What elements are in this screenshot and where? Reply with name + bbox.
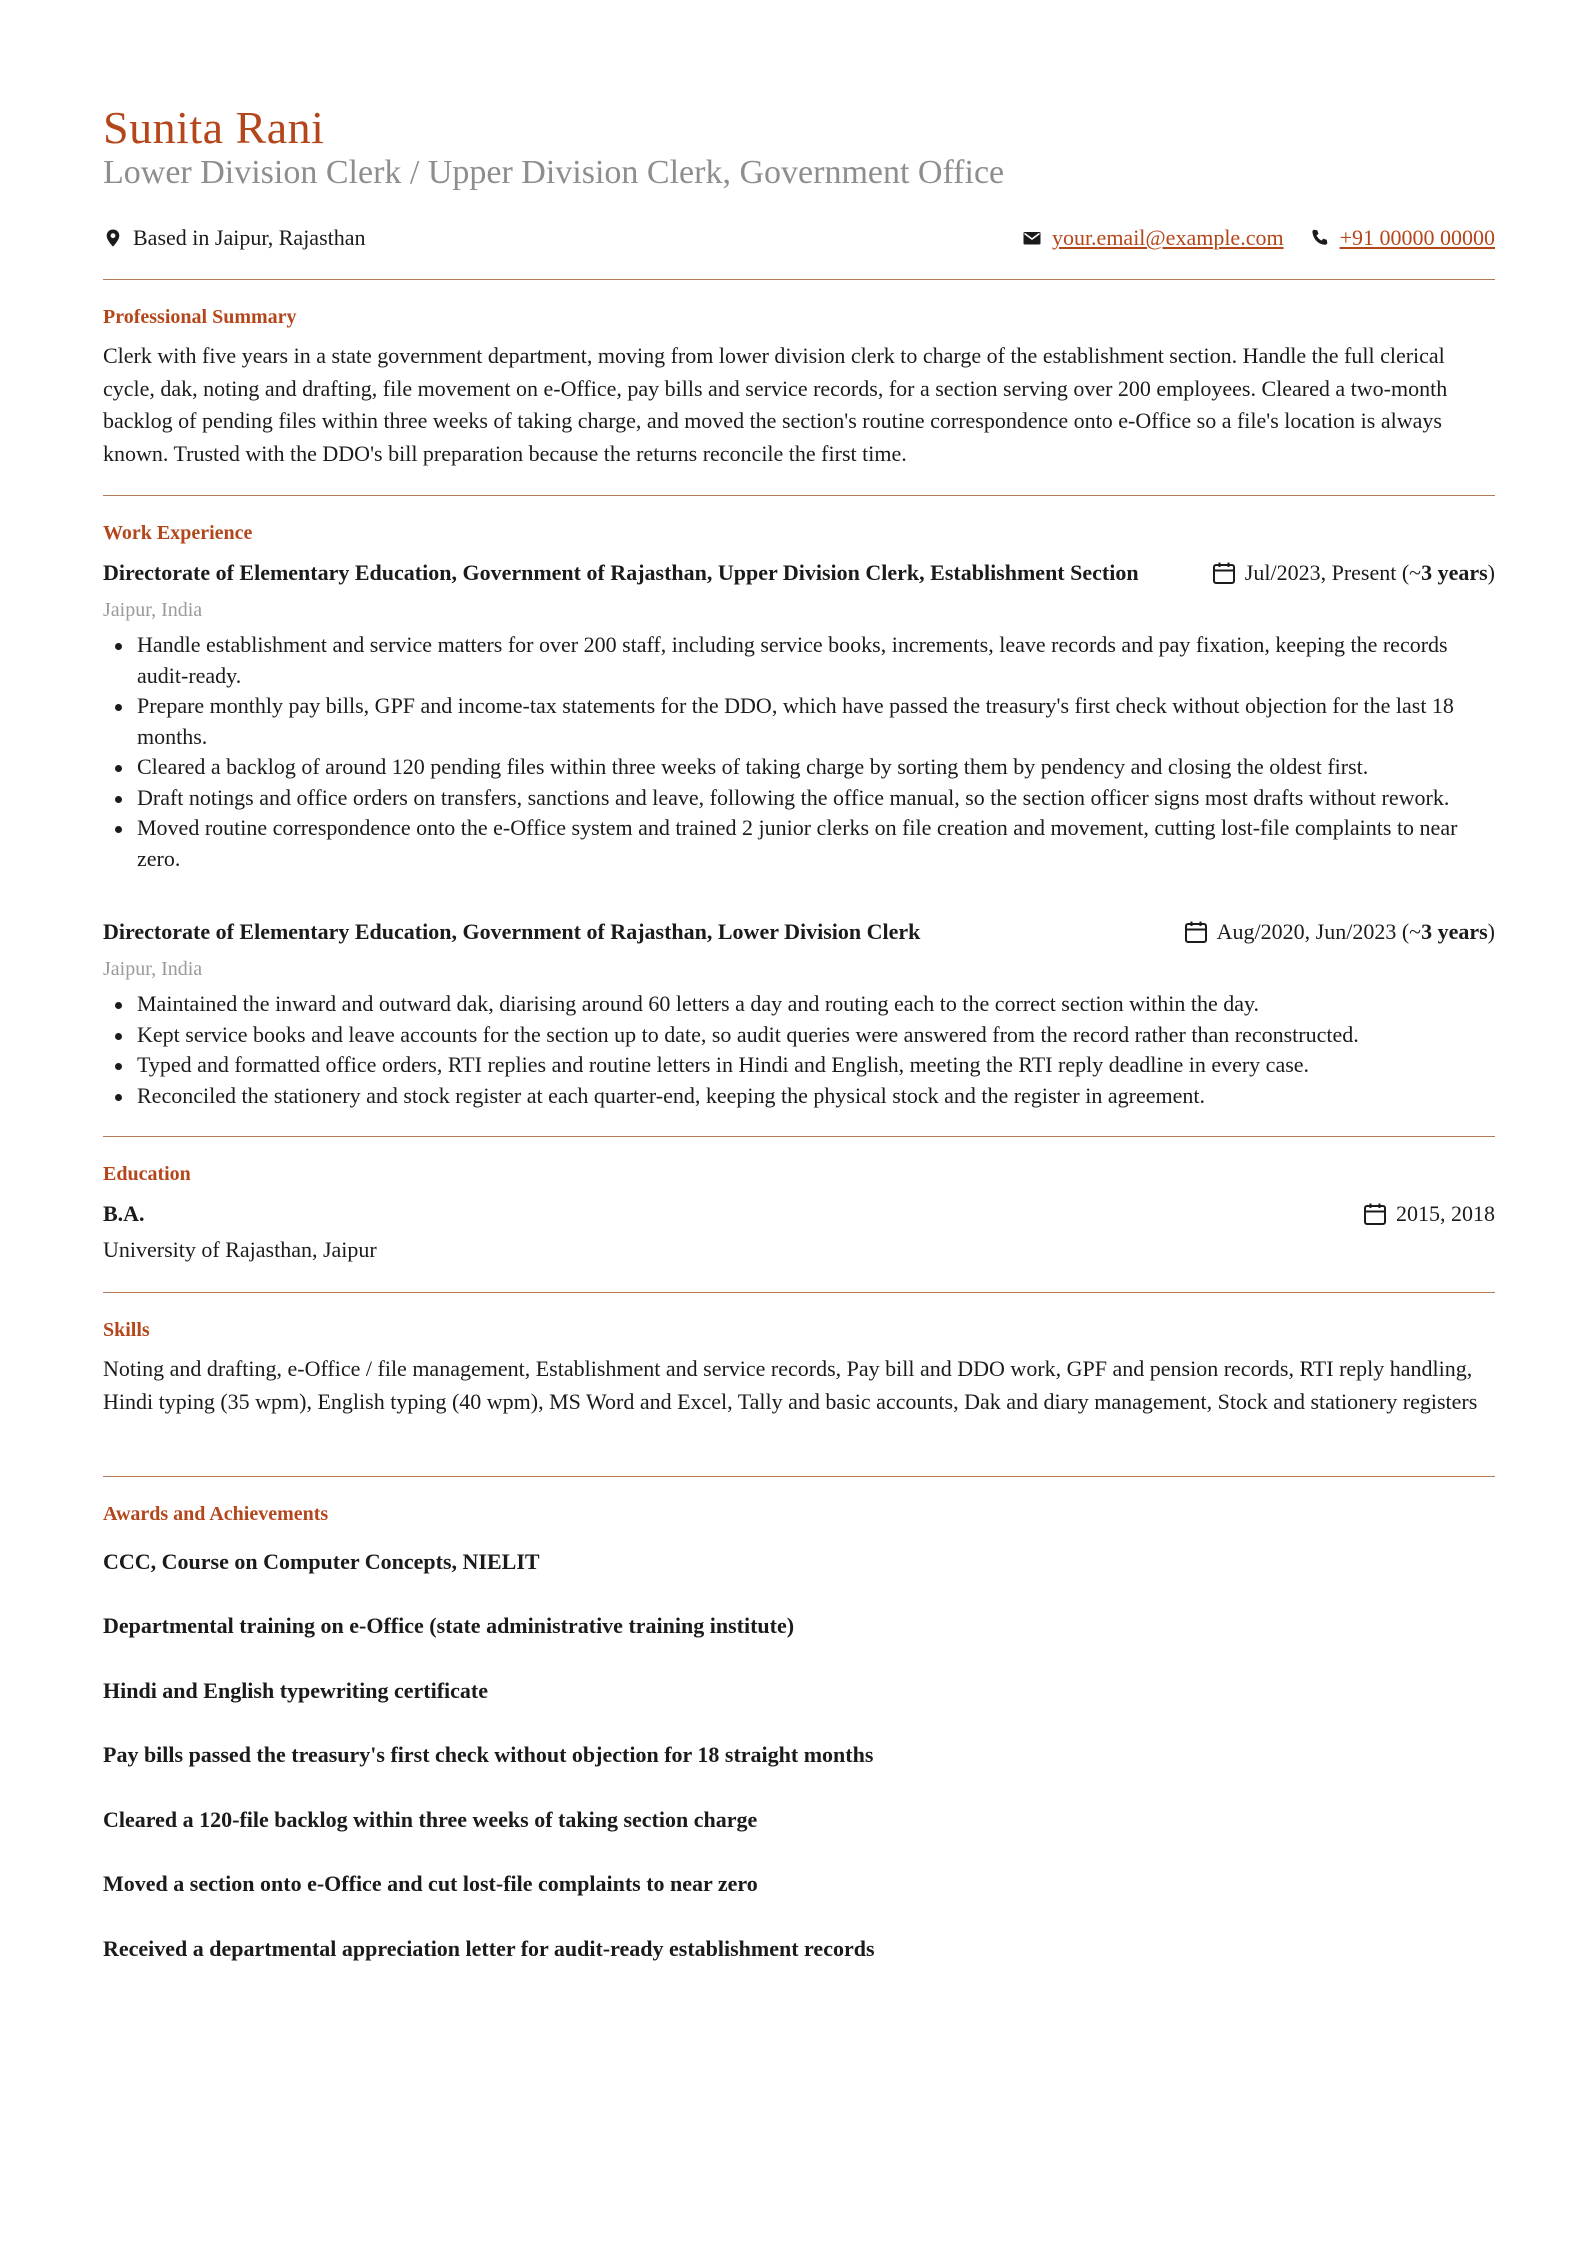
list-item: Reconciled the stationery and stock register at each quarter-end, keeping the physical stock and the register in agreement. xyxy=(103,1081,1495,1112)
divider xyxy=(103,1292,1495,1293)
skills-text: Noting and drafting, e-Office / file management, Establishment and service records, Pay bill and DDO work, GPF and pension records, RTI reply handling, Hindi typing (35 wpm), English typing (40 wpm), MS Word and Excel, Tally and basic accounts, Dak and diary management, Stock and stationery registers xyxy=(103,1356,1478,1414)
institution: University of Rajasthan, Jaipur xyxy=(103,1237,377,1262)
summary-text: Clerk with five years in a state government department, moving from lower division clerk to charge of the establishment section. Handle the full clerical cycle, dak, noting and drafting, file movement on e-Office, pay bills and service records, for a section serving over 200 employees. Cleared a two-month backlog of pending files within three weeks of taking charge, and moved the section's routine correspondence onto e-Office so a file's location is always known. Trusted with the DDO's bill preparation because the returns reconcile the first time. xyxy=(103,343,1448,466)
job-location: Jaipur, India xyxy=(103,958,203,980)
list-item: Moved routine correspondence onto the e-Office system and trained 2 junior clerks on file creation and movement, cutting lost-file complaints to near zero. xyxy=(103,813,1495,874)
award-item: Departmental training on e-Office (state administrative training institute) xyxy=(103,1613,795,1638)
job-dates xyxy=(1211,557,1495,589)
candidate-name: Sunita Rani xyxy=(103,102,325,153)
phone-item xyxy=(1310,222,1495,254)
phone-icon xyxy=(1310,228,1330,248)
degree: B.A. xyxy=(103,1201,145,1226)
location-text: Based in Jaipur, Rajasthan xyxy=(133,225,366,250)
divider xyxy=(103,279,1495,280)
education-dates xyxy=(1362,1198,1495,1230)
envelope-icon xyxy=(1022,228,1042,248)
email-link[interactable]: your.email@example.com xyxy=(1051,225,1284,250)
email-item xyxy=(1022,222,1284,254)
award-item: Moved a section onto e-Office and cut lost-file complaints to near zero xyxy=(103,1871,758,1896)
section-title-education: Education xyxy=(103,1163,191,1185)
job-date-range: Aug/2020, Jun/2023 (~ xyxy=(1216,919,1422,944)
section-title-experience: Work Experience xyxy=(103,522,253,544)
job-duration: 3 years xyxy=(1421,560,1488,585)
candidate-headline: Lower Division Clerk / Upper Division Clerk, Government Office xyxy=(103,154,1005,191)
phone-link[interactable]: +91 00000 00000 xyxy=(1339,225,1495,250)
job-date-close: ) xyxy=(1487,560,1495,585)
section-title-summary: Professional Summary xyxy=(103,306,297,328)
job-date-range: Jul/2023, Present (~ xyxy=(1244,560,1422,585)
divider xyxy=(103,1136,1495,1137)
calendar-icon xyxy=(1183,919,1209,945)
list-item: Typed and formatted office orders, RTI replies and routine letters in Hindi and English, meeting the RTI reply deadline in every case. xyxy=(103,1050,1495,1081)
divider xyxy=(103,1476,1495,1477)
calendar-icon xyxy=(1211,560,1237,586)
list-item: Kept service books and leave accounts for the section up to date, so audit queries were answered from the record rather than reconstructed. xyxy=(103,1020,1495,1051)
list-item: Maintained the inward and outward dak, diarising around 60 letters a day and routing each to the correct section within the day. xyxy=(103,989,1495,1020)
award-item: Cleared a 120-file backlog within three weeks of taking section charge xyxy=(103,1807,758,1832)
section-title-skills: Skills xyxy=(103,1319,150,1341)
list-item: Cleared a backlog of around 120 pending files within three weeks of taking charge by sorting them by pendency and closing the oldest first. xyxy=(103,752,1495,783)
job-dates xyxy=(1183,916,1495,948)
job-duration: 3 years xyxy=(1421,919,1488,944)
job-bullets xyxy=(103,630,1495,874)
location xyxy=(103,222,366,254)
list-item: Handle establishment and service matters for over 200 staff, including service books, increments, leave records and pay fixation, keeping the records audit-ready. xyxy=(103,630,1495,691)
job-bullets xyxy=(103,989,1495,1111)
award-item: Received a departmental appreciation letter for audit-ready establishment records xyxy=(103,1936,875,1961)
contact-bar xyxy=(103,222,1495,254)
award-item: Pay bills passed the treasury's first check without objection for 18 straight months xyxy=(103,1742,874,1767)
list-item: Prepare monthly pay bills, GPF and income-tax statements for the DDO, which have passed the treasury's first check without objection for the last 18 months. xyxy=(103,691,1495,752)
job-title: Directorate of Elementary Education, Government of Rajasthan, Lower Division Clerk xyxy=(103,919,921,944)
education-header xyxy=(103,1198,1495,1230)
job-header xyxy=(103,557,1495,589)
map-pin-icon xyxy=(103,228,123,248)
divider xyxy=(103,495,1495,496)
contact-links xyxy=(1022,222,1495,254)
job-location: Jaipur, India xyxy=(103,599,203,621)
calendar-icon xyxy=(1362,1201,1388,1227)
job-title: Directorate of Elementary Education, Government of Rajasthan, Upper Division Clerk, Establishment Section xyxy=(103,560,1139,585)
award-item: CCC, Course on Computer Concepts, NIELIT xyxy=(103,1549,540,1574)
job-date-close: ) xyxy=(1487,919,1495,944)
education-date-range: 2015, 2018 xyxy=(1396,1201,1495,1226)
list-item: Draft notings and office orders on transfers, sanctions and leave, following the office manual, so the section officer signs most drafts without rework. xyxy=(103,783,1495,814)
section-title-awards: Awards and Achievements xyxy=(103,1503,329,1525)
award-item: Hindi and English typewriting certificate xyxy=(103,1678,488,1703)
job-header xyxy=(103,916,1495,948)
